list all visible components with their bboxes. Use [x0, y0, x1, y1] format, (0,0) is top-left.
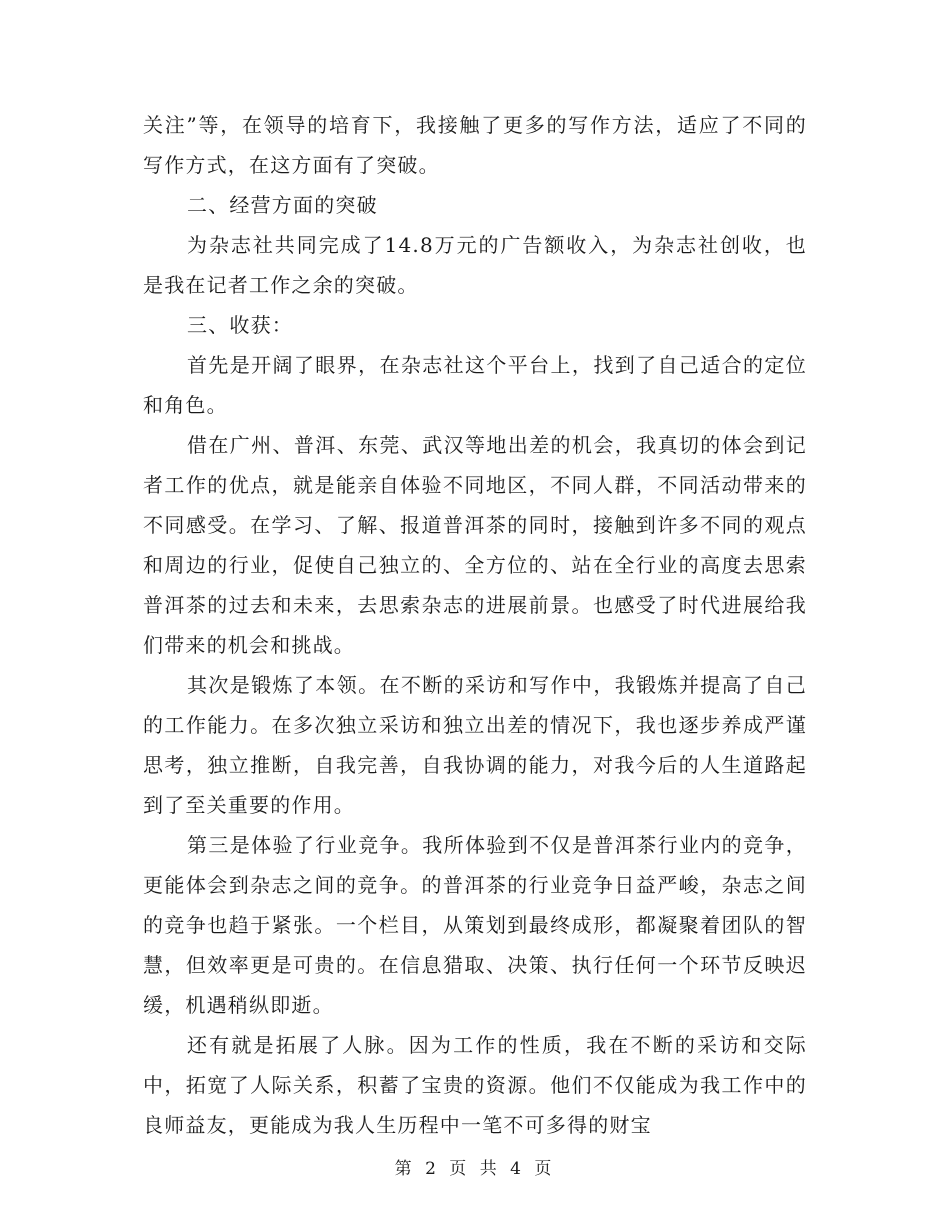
section-heading-gains: 三、收获：	[187, 313, 293, 337]
paragraph-travel-experience: 借在广州、普洱、东莞、武汉等地出差的机会，我真切的体会到记者工作的优点，就是能亲自体验不同地区，不同人群，不同活动带来的不同感受。在学习、了解、报道普洱茶的同时，接触到许多不同的观点和周边的行业，促使自己独立的、全方位的、站在全行业的高度去思索普洱茶的过去和未来，去思索杂志的进展前景。也感受了时代进展给我们带来的机会和挑战。	[143, 433, 807, 657]
page-footer: 第 2 页 共 4 页	[394, 1159, 556, 1179]
paragraph-continuation: 关注”等，在领导的培育下，我接触了更多的写作方法，适应了不同的写作方式，在这方面有了突破。	[143, 113, 807, 177]
document-body	[143, 105, 807, 1145]
paragraph-fourth-gain: 还有就是拓展了人脉。因为工作的性质，我在不断的采访和交际中，拓宽了人际关系，积蓄了宝贵的资源。他们不仅能成为我工作中的良师益友，更能成为我人生历程中一笔不可多得的财宝	[143, 1033, 807, 1137]
paragraph-first-gain: 首先是开阔了眼界，在杂志社这个平台上，找到了自己适合的定位和角色。	[143, 353, 807, 417]
section-heading-business: 二、经营方面的突破	[187, 193, 378, 217]
paragraph-third-gain: 第三是体验了行业竞争。我所体验到不仅是普洱茶行业内的竞争，更能体会到杂志之间的竞争。的普洱茶的行业竞争日益严峻，杂志之间的竞争也趋于紧张。一个栏目，从策划到最终成形，都凝聚着团队的智慧，但效率更是可贵的。在信息猎取、决策、执行任何一个环节反映迟缓，机遇稍纵即逝。	[143, 833, 807, 1017]
paragraph-ad-revenue: 为杂志社共同完成了14.8万元的广告额收入，为杂志社创收，也是我在记者工作之余的突破。	[143, 233, 807, 297]
paragraph-second-gain: 其次是锻炼了本领。在不断的采访和写作中，我锻炼并提高了自己的工作能力。在多次独立采访和独立出差的情况下，我也逐步养成严谨思考，独立推断，自我完善，自我协调的能力，对我今后的人生道路起到了至关重要的作用。	[143, 673, 807, 817]
